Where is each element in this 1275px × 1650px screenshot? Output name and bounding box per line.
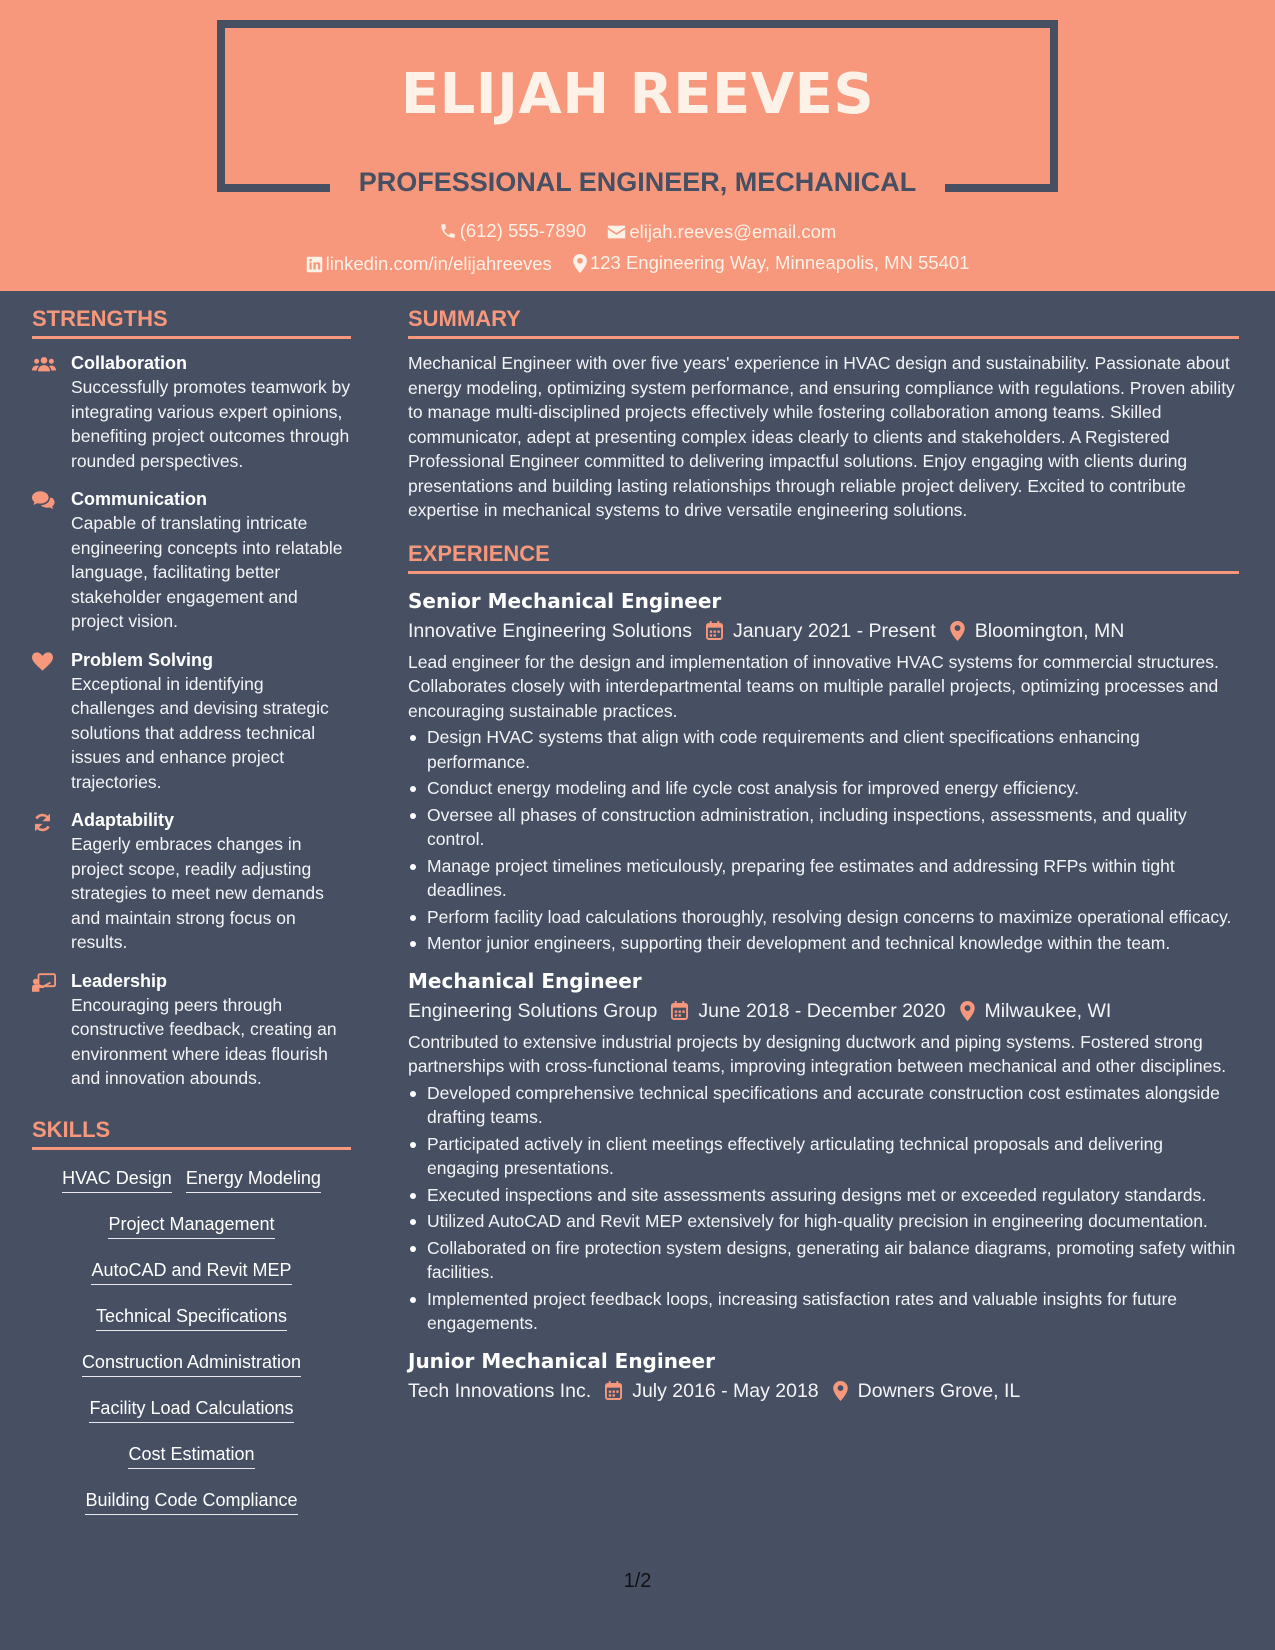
strength-description: Successfully promotes teamwork by integrating various expert opinions, benefiting project outcomes through rounded perspectives.	[71, 377, 351, 471]
job-description: Contributed to extensive industrial projects by designing ductwork and piping systems. Fostered strong partnerships with cross-functional teams, improving integration between mechanical and other disciplines.	[408, 1031, 1227, 1076]
skill-tag: Project Management	[108, 1212, 274, 1239]
map-marker-icon	[950, 621, 965, 641]
skill-tag: Cost Estimation	[128, 1442, 254, 1469]
skill-tag: Facility Load Calculations	[89, 1396, 293, 1423]
phone-text: (612) 555-7890	[459, 220, 587, 241]
job-description: Lead engineer for the design and implementation of innovative HVAC systems for commercial structures. Collaborates closely with interdepartmental teams on multiple parallel projects, optimizing processes and encouraging sustainable practices.	[408, 651, 1219, 721]
skill-tag: HVAC Design	[62, 1166, 172, 1193]
comments-icon	[32, 491, 56, 510]
strength-item	[32, 351, 351, 473]
job-entry	[408, 586, 1239, 956]
resume-header	[0, 0, 1275, 291]
experience-list	[408, 586, 1239, 1406]
right-column	[408, 306, 1239, 1416]
job-title: Junior Mechanical Engineer	[408, 1348, 715, 1373]
job-bullets	[408, 1081, 1239, 1336]
strength-title: Adaptability	[71, 810, 175, 830]
job-location: Milwaukee, WI	[984, 999, 1112, 1022]
job-bullet: Participated actively in client meetings effectively articulating technical proposals and delivering engaging presentations.	[408, 1132, 1239, 1181]
contact-email[interactable]	[607, 221, 836, 243]
summary-text: Mechanical Engineer with over five years' experience in HVAC design and sustainability. Passionate about energy modeling, optimizing system performance, and ensuring compliance with regulations. Proven ability to manage multi-disciplined projects effectively while fostering collaboration among teams. Skilled communicator, adept at presenting complex ideas clearly to clients and stakeholders. A Registered Professional Engineer committed to delivering impactful solutions. Enjoy engaging with clients during presentations and building lasting relationships through reliable project delivery. Excited to contribute expertise in mechanical systems to drive versatile engineering solutions.	[408, 353, 1235, 520]
job-meta	[408, 996, 1239, 1026]
strength-description: Exceptional in identifying challenges and devising strategic solutions that address technical issues and enhance project trajectories.	[71, 673, 329, 792]
candidate-name: ELIJAH REEVES	[400, 62, 875, 127]
linkedin-text: linkedin.com/in/elijahreeves	[325, 253, 552, 274]
strength-description: Capable of translating intricate engineering concepts into relatable language, facilitating better stakeholder engagement and project vision.	[71, 513, 343, 631]
heart-icon	[32, 652, 53, 671]
skill-tag: Construction Administration	[82, 1350, 301, 1377]
job-bullet: Collaborated on fire protection system designs, generating air balance diagrams, promoting safety within facilities.	[408, 1236, 1239, 1285]
phone-icon	[439, 222, 457, 240]
calendar-icon	[706, 621, 723, 640]
job-meta	[408, 616, 1239, 646]
envelope-icon	[607, 224, 626, 240]
job-bullets	[408, 725, 1239, 956]
email-text: elijah.reeves@email.com	[629, 221, 837, 242]
users-icon	[32, 355, 56, 373]
job-entry	[408, 1346, 1239, 1406]
strength-item	[32, 648, 351, 795]
strength-item	[32, 487, 351, 634]
contact-linkedin[interactable]	[306, 253, 552, 275]
job-bullet: Implemented project feedback loops, increasing satisfaction rates and valuable insights for future engagements.	[408, 1287, 1239, 1336]
job-bullet: Utilized AutoCAD and Revit MEP extensively for high-quality precision in engineering documentation.	[408, 1209, 1239, 1234]
skill-tag: Building Code Compliance	[85, 1488, 297, 1515]
job-location: Bloomington, MN	[974, 619, 1125, 642]
job-title: Mechanical Engineer	[408, 968, 642, 993]
skill-tag: Energy Modeling	[186, 1166, 321, 1193]
skill-list	[32, 1162, 351, 1534]
strength-description: Encouraging peers through constructive feedback, creating an environment where ideas flourish and innovation abounds.	[71, 994, 337, 1088]
job-company: Tech Innovations Inc.	[408, 1379, 592, 1402]
job-company: Engineering Solutions Group	[408, 999, 658, 1022]
job-bullet: Manage project timelines meticulously, preparing fee estimates and addressing RFPs within tight deadlines.	[408, 854, 1239, 903]
job-location: Downers Grove, IL	[857, 1379, 1021, 1402]
linkedin-icon	[306, 256, 323, 273]
strength-title: Leadership	[71, 970, 168, 991]
strength-item	[32, 808, 351, 955]
job-company: Innovative Engineering Solutions	[408, 619, 693, 642]
candidate-title: PROFESSIONAL ENGINEER, MECHANICAL	[358, 167, 917, 197]
job-dates: June 2018 - December 2020	[698, 999, 946, 1022]
job-bullet: Design HVAC systems that align with code requirements and client specifications enhancing performance.	[408, 725, 1239, 774]
contact-phone	[439, 220, 587, 242]
job-dates: January 2021 - Present	[733, 619, 936, 642]
contact-address	[573, 252, 969, 274]
contact-row-1	[0, 220, 1275, 245]
job-bullet: Executed inspections and site assessments assuring designs met or exceeded regulatory standards.	[408, 1183, 1239, 1208]
map-marker-icon	[960, 1001, 975, 1021]
map-marker-icon	[573, 254, 587, 273]
left-column	[32, 306, 351, 1534]
calendar-icon	[605, 1381, 622, 1400]
job-entry	[408, 966, 1239, 1336]
summary-heading: SUMMARY	[408, 306, 1239, 339]
job-bullet: Oversee all phases of construction administration, including inspections, assessments, and quality control.	[408, 803, 1239, 852]
map-marker-icon	[833, 1381, 848, 1401]
job-meta	[408, 1376, 1239, 1406]
skills-heading: SKILLS	[32, 1117, 351, 1150]
job-dates: July 2016 - May 2018	[632, 1379, 819, 1402]
job-bullet: Developed comprehensive technical specifications and accurate construction cost estimates alongside drafting teams.	[408, 1081, 1239, 1130]
job-title: Senior Mechanical Engineer	[408, 588, 722, 613]
refresh-icon	[32, 812, 53, 833]
job-bullet: Perform facility load calculations thoroughly, resolving design concerns to maximize operational efficacy.	[408, 905, 1239, 930]
address-text: 123 Engineering Way, Minneapolis, MN 55401	[589, 252, 970, 273]
calendar-icon	[671, 1001, 688, 1020]
contact-row-2	[0, 252, 1275, 278]
experience-heading: EXPERIENCE	[408, 541, 1239, 574]
strengths-heading: STRENGTHS	[32, 306, 351, 339]
skill-tag: Technical Specifications	[96, 1304, 287, 1331]
job-bullet: Conduct energy modeling and life cycle cost analysis for improved energy efficiency.	[408, 776, 1239, 801]
skills-section	[32, 1117, 351, 1534]
presenter-icon	[32, 973, 56, 992]
strength-title: Collaboration	[71, 353, 187, 373]
skill-tag: AutoCAD and Revit MEP	[91, 1258, 291, 1285]
strength-item	[32, 969, 351, 1091]
strength-title: Communication	[71, 489, 208, 509]
strength-title: Problem Solving	[71, 649, 214, 670]
job-bullet: Mentor junior engineers, supporting their development and technical knowledge within the team.	[408, 931, 1239, 956]
strength-description: Eagerly embraces changes in project scope, readily adjusting strategies to meet new demands and maintain strong focus on results.	[71, 834, 324, 952]
page-number: 1/2	[623, 1570, 652, 1592]
